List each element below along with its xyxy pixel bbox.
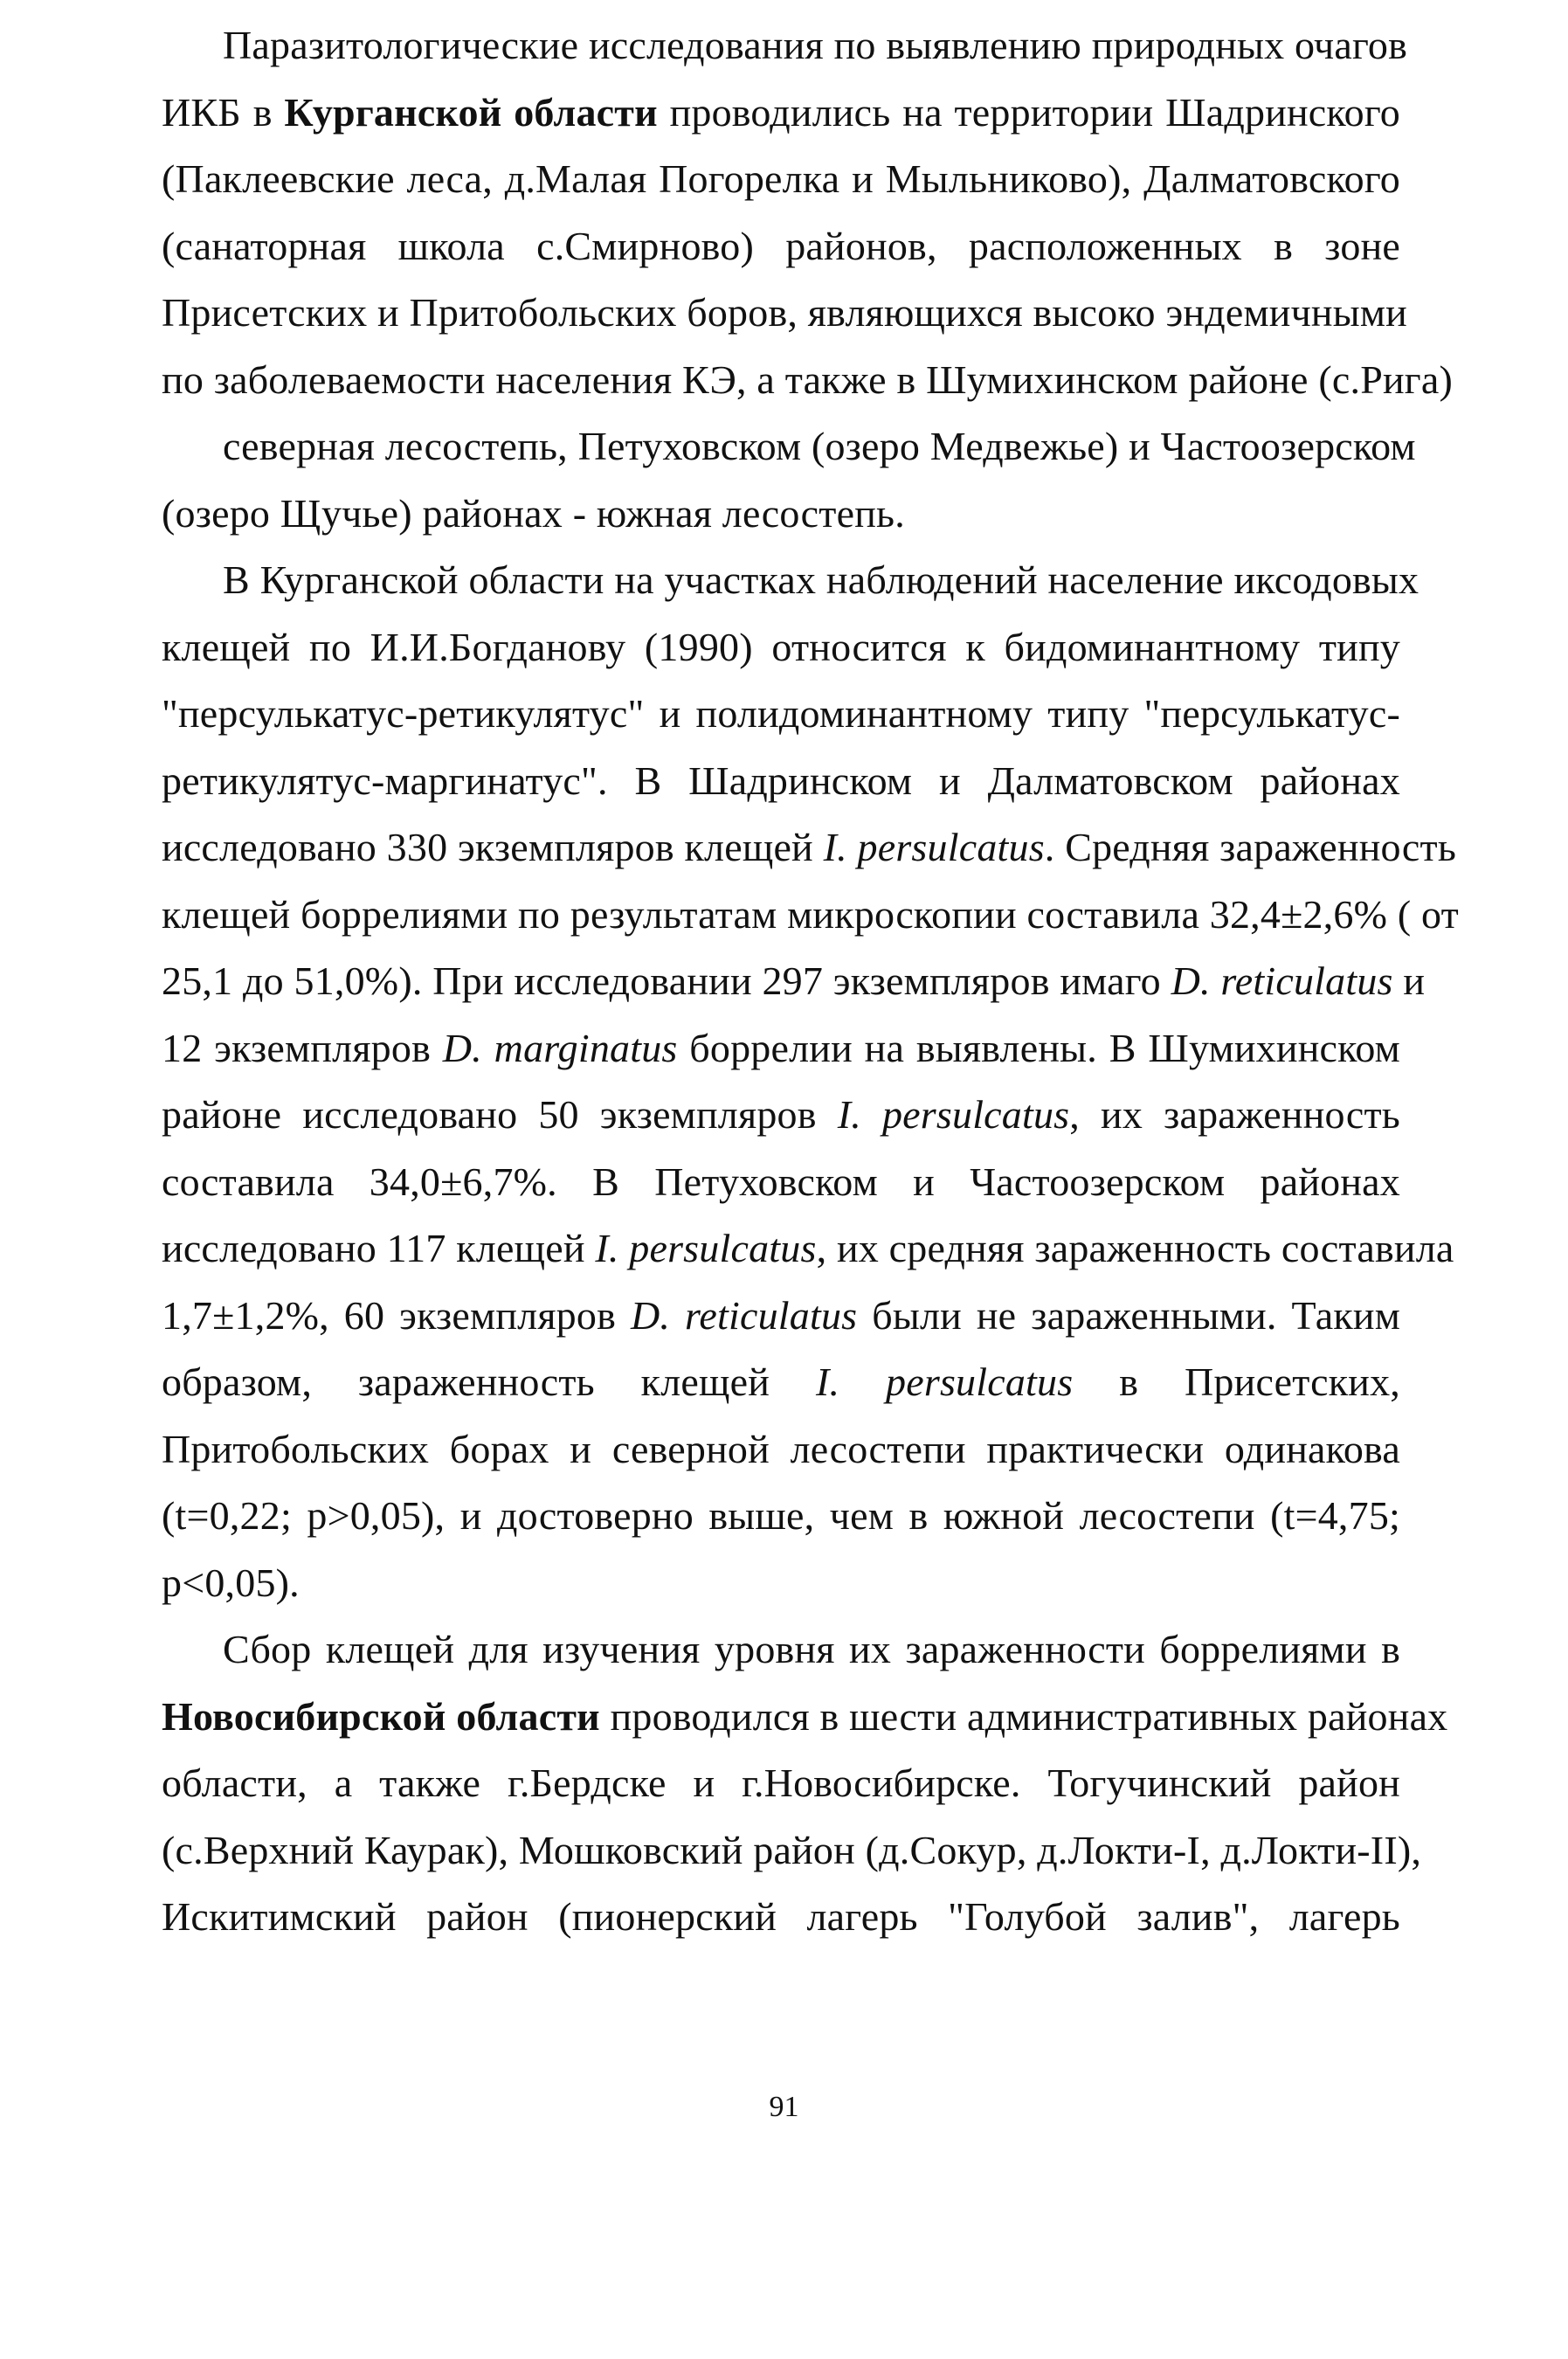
text-segment: в Присетских, (1073, 1359, 1400, 1404)
text-line (162, 153, 1400, 205)
text-line (223, 1623, 1400, 1676)
text-segment: 12 экземпляров (162, 1025, 443, 1070)
text-segment: 25,1 до 51,0%). При исследовании 297 экземпляров имаго (162, 958, 1171, 1003)
text-segment: Искитимский район (пионерский лагерь "Голубой залив", лагерь (162, 1894, 1400, 1939)
text-line (162, 1891, 1400, 1943)
text-segment: области, а также г.Бердске и г.Новосибирске. Тогучинский район (162, 1761, 1400, 1805)
text-segment: p<0,05). (162, 1560, 300, 1605)
text-segment: Притобольских борах и северной лесостепи практически одинакова (162, 1426, 1400, 1471)
italic-species-name: I. persulcatus (837, 1092, 1070, 1137)
italic-species-name: I. persulcatus (823, 825, 1045, 869)
text-line (162, 1423, 1400, 1476)
text-segment: северная лесостепь, Петуховском (озеро Медвежье) и Частоозерском (223, 424, 1416, 468)
italic-species-name: I. persulcatus (595, 1226, 817, 1270)
text-segment: клещей боррелиями по результатам микроскопии составила 32,4±2,6% ( от (162, 891, 1459, 937)
text-line (162, 889, 1459, 941)
text-line (162, 1290, 1400, 1342)
text-segment: проводился в шести административных районах (599, 1693, 1448, 1739)
text-line (162, 1356, 1400, 1408)
text-line (162, 821, 1457, 874)
text-line (162, 1557, 1400, 1609)
text-line (162, 1156, 1400, 1208)
text-segment: образом, зараженность клещей (162, 1359, 816, 1404)
text-line (162, 488, 1400, 540)
text-segment: клещей по И.И.Богданову (1990) относится к бидоминантному типу (162, 624, 1400, 669)
text-segment: Паразитологические исследования по выявлению природных очагов (223, 23, 1408, 67)
text-line (162, 1089, 1400, 1141)
text-segment: проводились на территории Шадринского (657, 89, 1400, 135)
text-line (223, 554, 1419, 606)
text-segment: ИКБ в (162, 89, 285, 135)
text-line (162, 955, 1426, 1007)
text-segment: ретикулятус-маргинатус". В Шадринском и Далматовском районах (162, 758, 1400, 803)
text-segment: Присетских и Притобольских боров, являющихся высоко эндемичными (162, 290, 1407, 335)
italic-species-name: D. reticulatus (1171, 958, 1393, 1003)
text-line (162, 86, 1400, 139)
text-line (162, 354, 1454, 406)
italic-species-name: D. reticulatus (630, 1292, 858, 1338)
text-line (162, 1824, 1422, 1877)
text-line (162, 1691, 1448, 1743)
text-line (162, 220, 1400, 273)
text-segment: "персулькатус-ретикулятус" и полидоминантному типу "персулькатус- (162, 691, 1400, 736)
page-number: 91 (769, 2091, 799, 2123)
text-segment: В Курганской области на участках наблюдений население иксодовых (223, 557, 1419, 602)
text-segment: . Средняя зараженность (1044, 825, 1457, 869)
text-line (162, 755, 1400, 807)
text-segment: , их средняя зараженность составила (816, 1226, 1454, 1270)
text-line (162, 1222, 1454, 1275)
text-segment: (Паклеевские леса, д.Малая Погорелка и Мыльниково), Далматовского (162, 156, 1400, 201)
text-segment: (санаторная школа с.Смирново) районов, расположенных в зоне (162, 223, 1400, 268)
text-line (162, 621, 1400, 674)
text-segment: составила 34,0±6,7%. В Петуховском и Частоозерском районах (162, 1159, 1400, 1204)
text-segment: Сбор клещей для изучения уровня их зараженности боррелиями в (223, 1627, 1400, 1671)
text-line (223, 19, 1408, 72)
text-segment: , их зараженность (1069, 1092, 1400, 1137)
text-segment: (t=0,22; p>0,05), и достоверно выше, чем в южной лесостепи (t=4,75; (162, 1493, 1400, 1538)
text-segment: боррелии на выявлены. В Шумихинском (677, 1025, 1400, 1070)
text-segment: исследовано 117 клещей (162, 1226, 596, 1270)
text-segment: (озеро Щучье) районах - южная лесостепь. (162, 490, 905, 536)
text-segment: и (1392, 958, 1426, 1003)
bold-region-name: Курганской области (284, 89, 658, 135)
text-segment: 1,7±1,2%, 60 экземпляров (162, 1292, 631, 1338)
text-line (162, 1490, 1400, 1542)
text-line (162, 688, 1400, 740)
text-segment: исследовано 330 экземпляров клещей (162, 825, 824, 869)
text-segment: (с.Верхний Каурак), Мошковский район (д.Сокур, д.Локти-I, д.Локти-II), (162, 1827, 1422, 1872)
text-segment: по заболеваемости населения КЭ, а также в Шумихинском районе (с.Рига) (162, 356, 1454, 402)
italic-species-name: I. persulcatus (815, 1359, 1074, 1404)
text-segment: районе исследовано 50 экземпляров (162, 1092, 838, 1137)
italic-species-name: D. marginatus (442, 1025, 678, 1070)
text-line (162, 287, 1407, 339)
text-line (162, 1757, 1400, 1809)
text-line (223, 420, 1416, 473)
bold-region-name: Новосибирской области (162, 1693, 600, 1739)
text-segment: были не зараженными. Таким (857, 1292, 1401, 1338)
text-line (162, 1022, 1400, 1075)
